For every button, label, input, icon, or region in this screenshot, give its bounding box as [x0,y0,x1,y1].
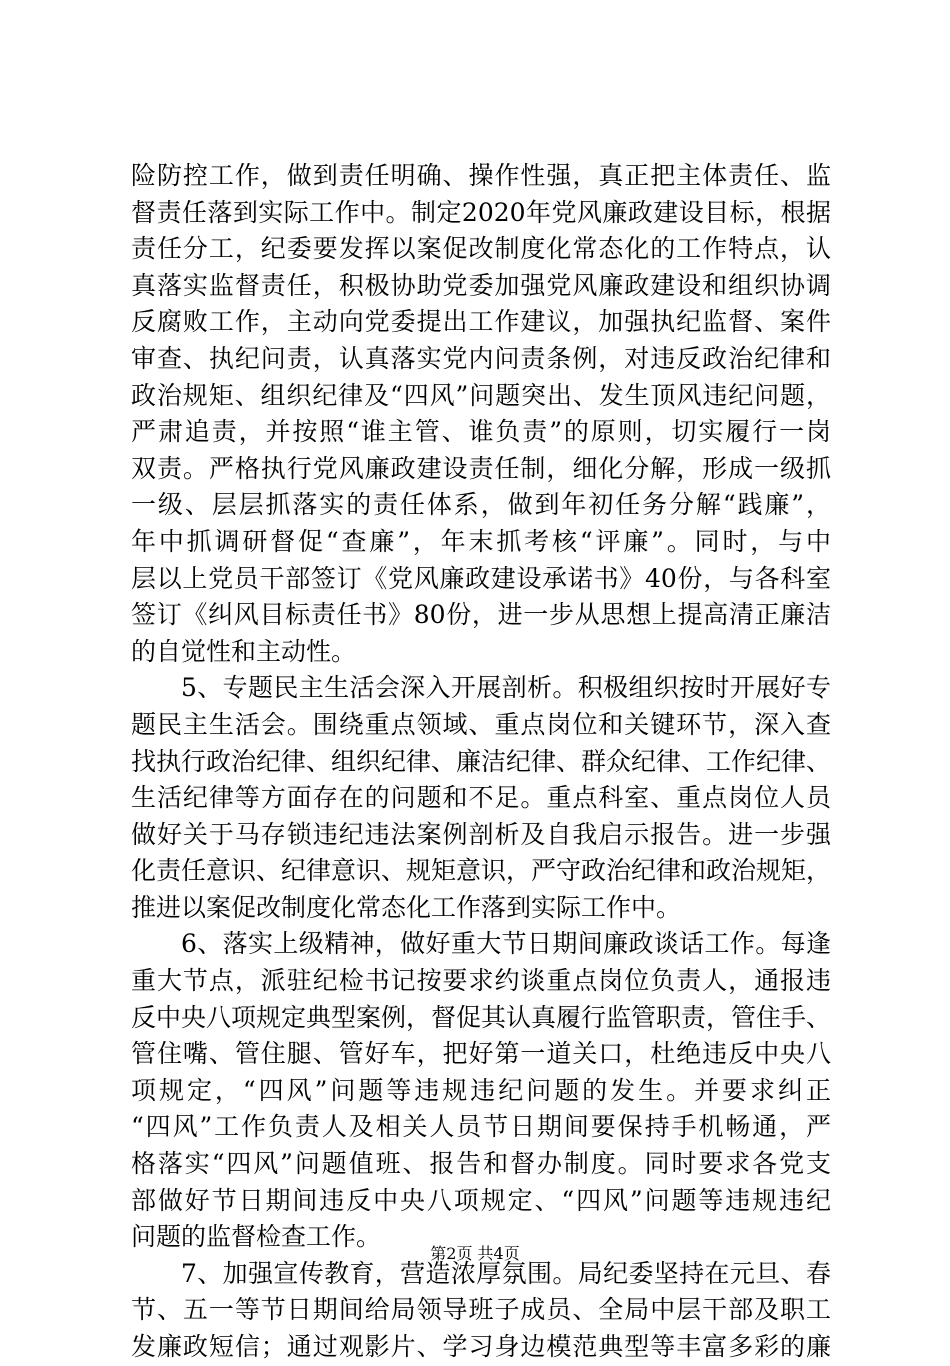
text-line: 层以上党员干部签订《党风廉政建设承诺书》40份，与各科室 [131,563,831,593]
text-line: 发廉政短信；通过观影片、学习身边模范典型等丰富多彩的廉 [131,1332,831,1361]
text-line: 重大节点，派驻纪检书记按要求约谈重点岗位负责人，通报违 [131,966,831,996]
text-line: 严肃追责，并按照“谁主管、谁负责”的原则，切实履行一岗 [131,417,831,447]
text-line: 责任分工，纪委要发挥以案促改制度化常态化的工作特点，认 [131,234,831,264]
body-text [131,158,831,1366]
text-line: 生活纪律等方面存在的问题和不足。重点科室、重点岗位人员 [131,783,831,813]
text-line: 格落实“四风”问题值班、报告和督办制度。同时要求各党支 [131,1149,831,1179]
text-line: 真落实监督责任，积极协助党委加强党风廉政建设和组织协调 [131,270,831,300]
text-line: 找执行政治纪律、组织纪律、廉洁纪律、群众纪律、工作纪律、 [131,746,832,776]
text-line: 一级、层层抓落实的责任体系，做到年初任务分解“践廉”， [131,490,831,520]
text-line: 的自觉性和主动性。 [131,636,357,666]
paragraph-6-heading-line: 6、落实上级精神，做好重大节日期间廉政谈话工作。每逢 [181,929,831,959]
text-line: 审查、执纪问责，认真落实党内问责条例，对违反政治纪律和 [131,343,831,373]
text-line: 督责任落到实际工作中。制定2020年党风廉政建设目标，根据 [131,197,831,227]
text-line: 反腐败工作，主动向党委提出工作建议，加强执纪监督、案件 [131,307,831,337]
text-line: 年中抓调研督促“查廉”，年末抓考核“评廉”。同时，与中 [131,526,831,556]
text-line: 问题的监督检查工作。 [131,1222,382,1252]
paragraph-5-heading-line: 5、专题民主生活会深入开展剖析。积极组织按时开展好专 [181,673,831,703]
text-line: 题民主生活会。围绕重点领域、重点岗位和关键环节，深入查 [131,709,831,739]
text-line: 双责。严格执行党风廉政建设责任制，细化分解，形成一级抓 [131,453,831,483]
text-line: 签订《纠风目标责任书》80份，进一步从思想上提高清正廉洁 [131,600,831,630]
text-line: 反中央八项规定典型案例，督促其认真履行监管职责，管住手、 [131,1002,832,1032]
text-line: 做好关于马存锁违纪违法案例剖析及自我启示报告。进一步强 [131,819,831,849]
text-line: 项规定，“四风”问题等违规违纪问题的发生。并要求纠正 [131,1075,831,1105]
text-line: 部做好节日期间违反中央八项规定、“四风”问题等违规违纪 [131,1185,831,1215]
text-line: 节、五一等节日期间给局领导班子成员、全局中层干部及职工 [131,1295,831,1325]
text-line: 化责任意识、纪律意识、规矩意识，严守政治纪律和政治规矩， [131,856,832,886]
page-footer: 第2页 共4页 [430,1244,520,1263]
paragraph-7-heading-line: 7、加强宣传教育，营造浓厚氛围。局纪委坚持在元旦、春 [181,1258,831,1288]
text-line: “四风”工作负责人及相关人员节日期间要保持手机畅通，严 [131,1112,831,1142]
text-line: 管住嘴、管住腿、管好车，把好第一道关口，杜绝违反中央八 [131,1039,831,1069]
text-line: 推进以案促改制度化常态化工作落到实际工作中。 [131,892,682,922]
text-line: 险防控工作，做到责任明确、操作性强，真正把主体责任、监 [131,161,831,190]
text-line: 政治规矩、组织纪律及“四风”问题突出、发生顶风违纪问题， [131,380,831,410]
